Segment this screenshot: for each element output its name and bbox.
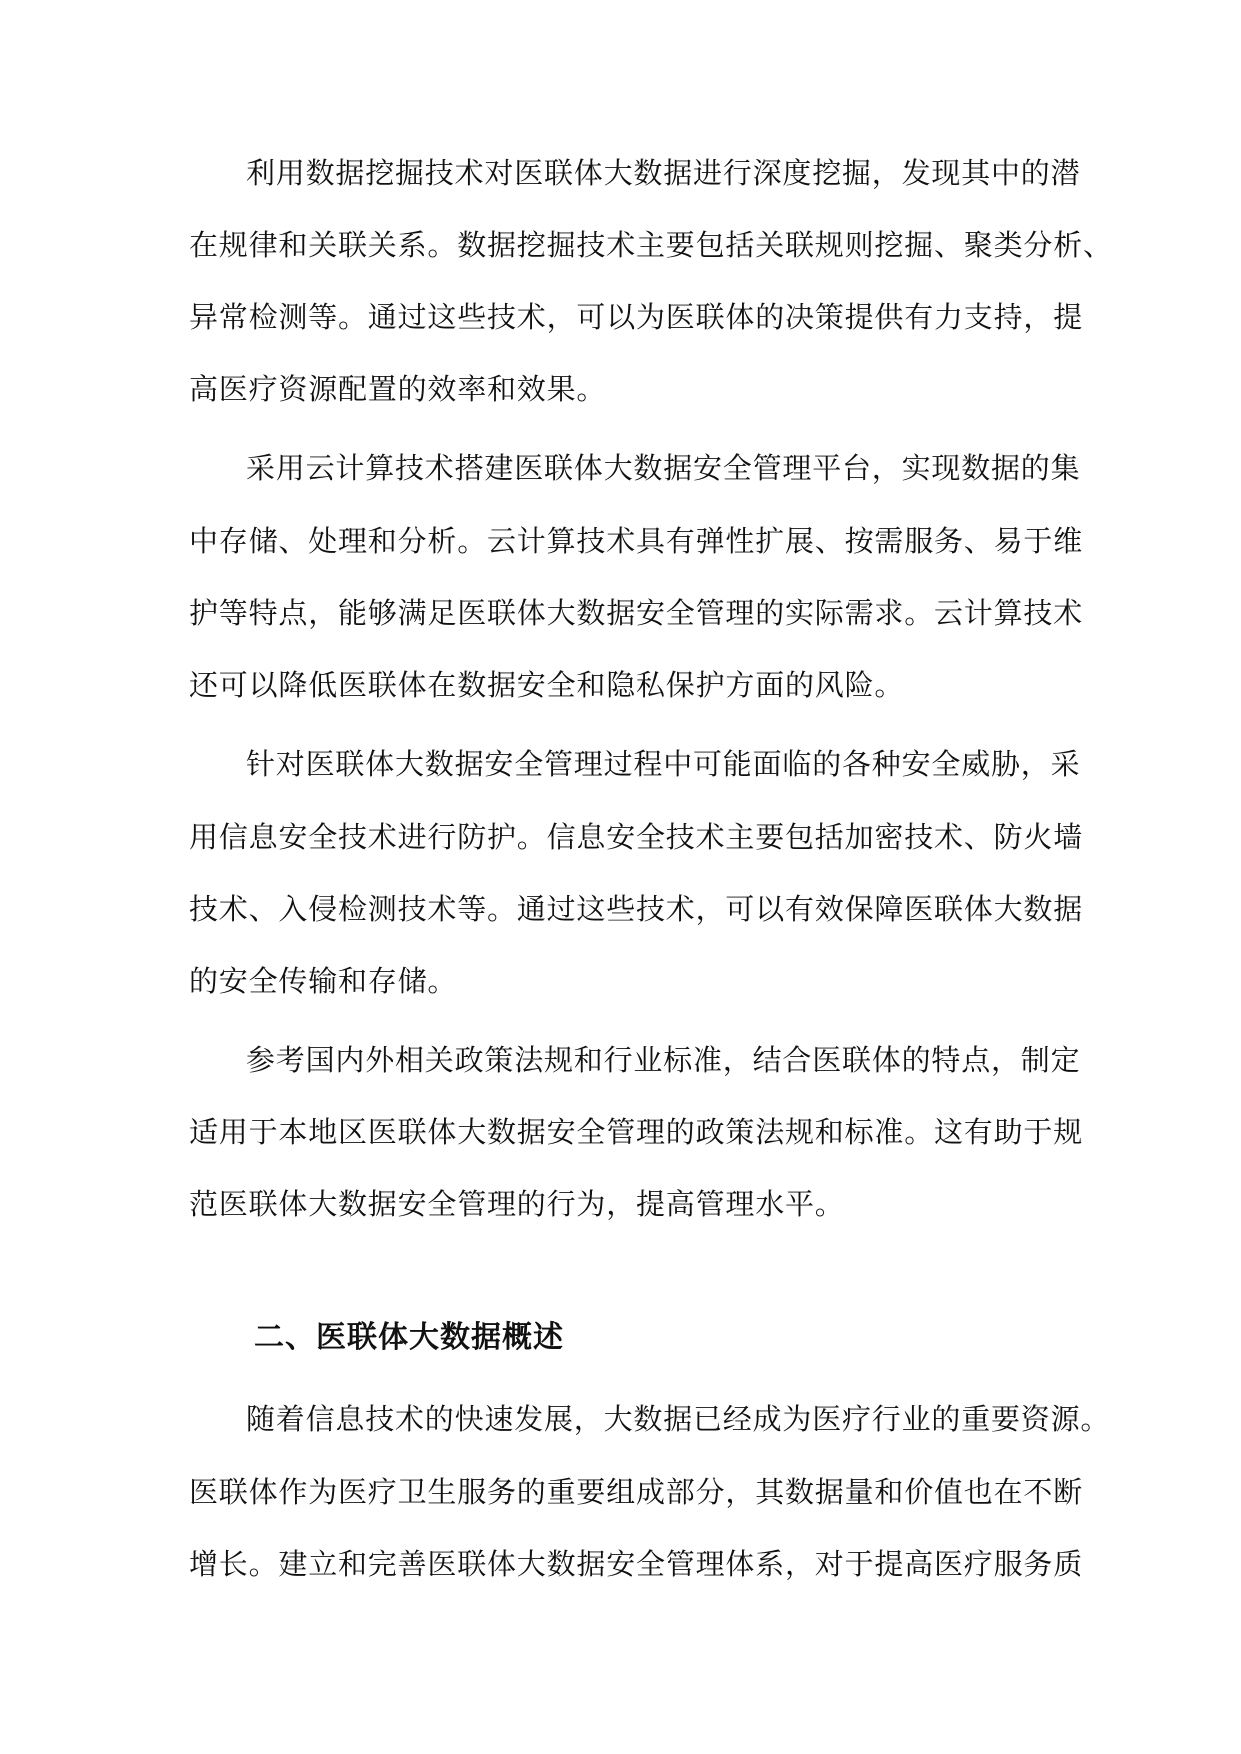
paragraph-3-line-1: 针对医联体大数据安全管理过程中可能面临的各种安全威胁，采 <box>246 747 1081 781</box>
paragraph-4-line-1: 参考国内外相关政策法规和行业标准，结合医联体的特点，制定 <box>246 1043 1081 1077</box>
paragraph-3-line-2: 用信息安全技术进行防护。信息安全技术主要包括加密技术、防火墙 <box>189 820 1084 854</box>
paragraph-1-line-2: 在规律和关联关系。数据挖掘技术主要包括关联规则挖掘、聚类分析、 <box>189 228 1113 262</box>
paragraph-2-line-3: 护等特点，能够满足医联体大数据安全管理的实际需求。云计算技术 <box>189 596 1084 630</box>
paragraph-4-line-2: 适用于本地区医联体大数据安全管理的政策法规和标准。这有助于规 <box>189 1115 1084 1149</box>
paragraph-3-line-4: 的安全传输和存储。 <box>189 964 458 998</box>
paragraph-2-line-2: 中存储、处理和分析。云计算技术具有弹性扩展、按需服务、易于维 <box>189 524 1084 558</box>
paragraph-3-line-3: 技术、入侵检测技术等。通过这些技术，可以有效保障医联体大数据 <box>189 892 1084 926</box>
paragraph-2-line-4: 还可以降低医联体在数据安全和隐私保护方面的风险。 <box>189 668 905 702</box>
section-paragraph-line-2: 医联体作为医疗卫生服务的重要组成部分，其数据量和价值也在不断 <box>189 1475 1084 1509</box>
section-paragraph-line-1: 随着信息技术的快速发展，大数据已经成为医疗行业的重要资源。 <box>246 1402 1111 1436</box>
paragraph-1-line-1: 利用数据挖掘技术对医联体大数据进行深度挖掘，发现其中的潜 <box>246 156 1081 190</box>
paragraph-4-line-3: 范医联体大数据安全管理的行为，提高管理水平。 <box>189 1187 845 1221</box>
paragraph-2-line-1: 采用云计算技术搭建医联体大数据安全管理平台，实现数据的集 <box>246 451 1081 485</box>
paragraph-1-line-3: 异常检测等。通过这些技术，可以为医联体的决策提供有力支持，提 <box>189 300 1084 334</box>
paragraph-1-line-4: 高医疗资源配置的效率和效果。 <box>189 372 607 406</box>
section-paragraph-line-3: 增长。建立和完善医联体大数据安全管理体系，对于提高医疗服务质 <box>189 1547 1084 1581</box>
section-heading: 二、医联体大数据概述 <box>254 1320 564 1355</box>
